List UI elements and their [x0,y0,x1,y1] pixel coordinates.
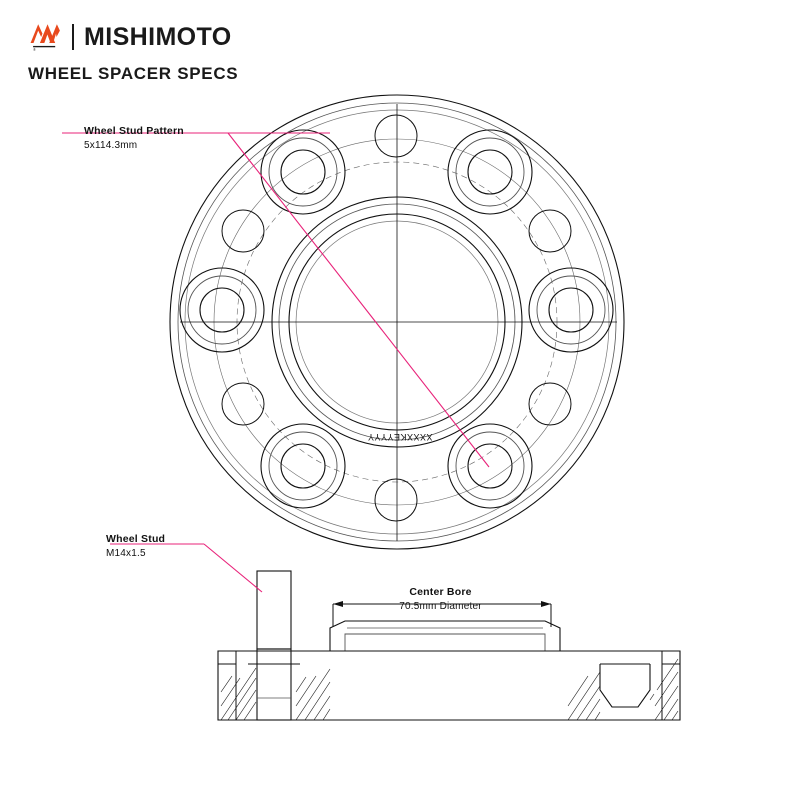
section-hatching [221,659,678,720]
callout-title: Center Bore [409,586,472,598]
stud-through-hole-group [222,115,571,521]
wheel-stud-shank [257,649,291,720]
lug-hole [180,268,264,352]
stud-through-hole [375,115,417,157]
callout-value: M14x1.5 [106,548,146,559]
lug-hole [261,424,345,508]
page-title: WHEEL SPACER SPECS [28,64,239,83]
brand-name: MISHIMOTO [84,22,232,51]
stud-through-hole [529,383,571,425]
callout-value: 70.5mm Diameter [399,601,482,612]
wheel-stud-post [257,571,291,649]
callout-center-bore [333,586,548,612]
callout-title: Wheel Stud Pattern [84,125,184,137]
spacer-body-outline [218,651,680,720]
stud-through-hole [222,210,264,252]
stud-through-hole [222,383,264,425]
spacer-hub-outline [330,621,560,651]
callout-wheel-stud-pattern [84,125,184,151]
lug-hole [529,268,613,352]
lug-hole [261,130,345,214]
stud-pattern-leader-line [62,133,489,467]
lug-hole-group [180,130,613,508]
spacer-hub-inner-step [345,634,545,651]
lug-hole [448,424,532,508]
callout-wheel-stud [106,533,165,559]
callout-value: 5x114.3mm [84,140,138,151]
stud-through-hole [529,210,571,252]
centerline-group [180,104,617,541]
hub-etching-text: XXXXKEYYYY [367,432,433,442]
callout-title: Wheel Stud [106,533,166,545]
svg-text:®: ® [33,48,36,52]
stud-through-hole [375,479,417,521]
lug-hole [448,130,532,214]
counterbore-pocket [600,664,650,707]
